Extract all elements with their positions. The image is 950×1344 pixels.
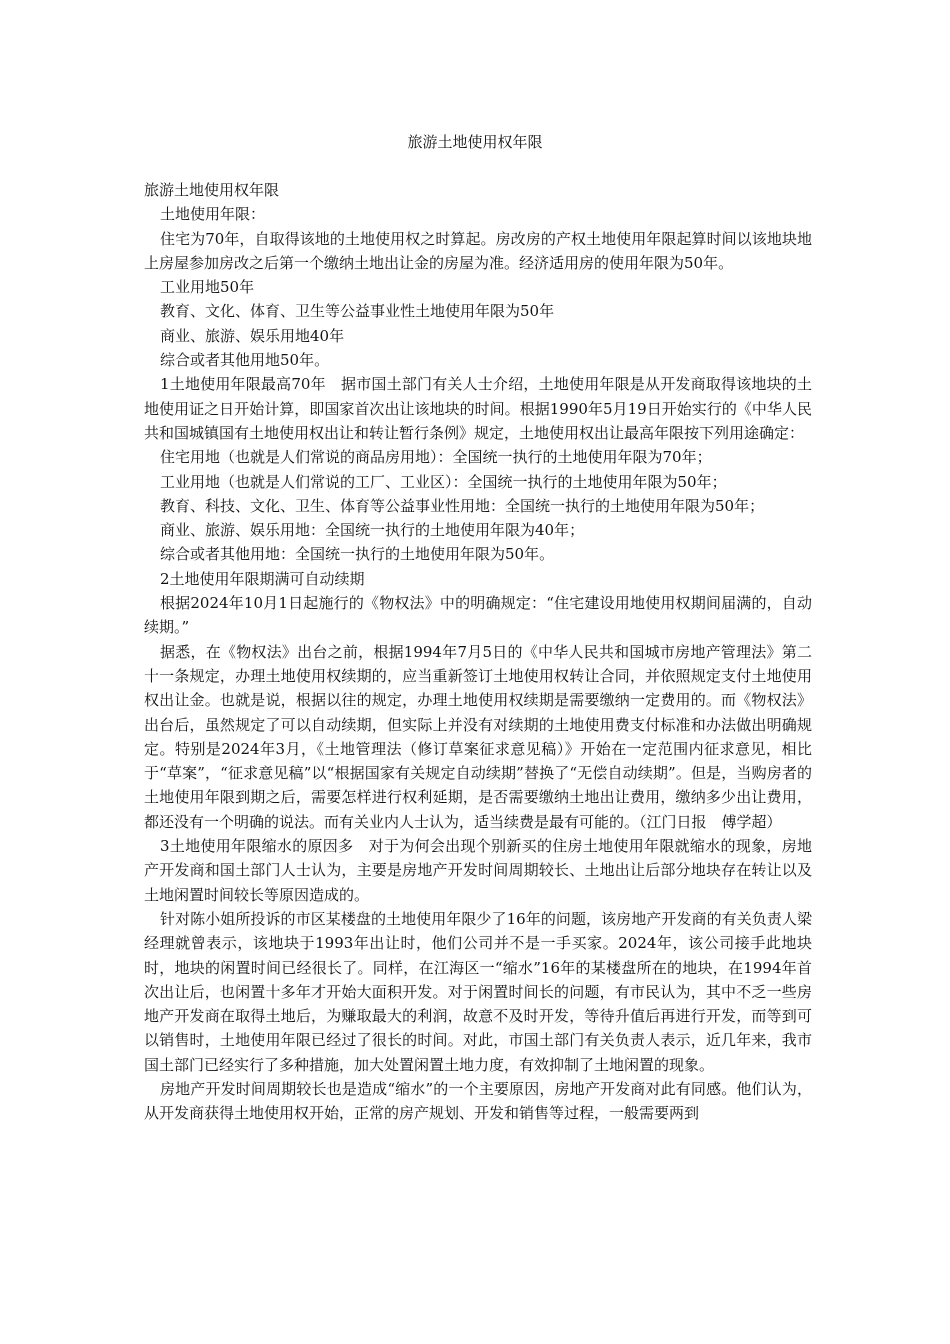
paragraph: 1土地使用年限最高70年 据市国土部门有关人士介绍，土地使用年限是从开发商取得该地块的土地使用证之日开始计算，即国家首次出让该地块的时间。根据1990年5月19日开始实行的《中华人民共和国城镇国有土地使用权出让和转让暂行条例》规定，土地使用权出让最高年限按下列用途确定： bbox=[144, 375, 812, 442]
paragraph: 工业用地（也就是人们常说的工厂、工业区）：全国统一执行的土地使用年限为50年； bbox=[160, 472, 727, 491]
paragraph: 旅游土地使用权年限 bbox=[144, 181, 280, 199]
document-title: 旅游土地使用权年限 bbox=[407, 133, 543, 151]
paragraph: 根据2024年10月1日起施行的《物权法》中的明确规定：“住宅建设用地使用权期间届满的，自动续期。” bbox=[144, 594, 812, 637]
paragraph: 房地产开发时间周期较长也是造成“缩水”的一个主要原因，房地产开发商对此有同感。他们认为，从开发商获得土地使用权开始，正常的房产规划、开发和销售等过程，一般需要两到 bbox=[144, 1079, 812, 1123]
paragraph: 土地使用年限： bbox=[160, 205, 266, 224]
document-body bbox=[144, 178, 812, 1126]
paragraph: 住宅为70年，自取得该地的土地使用权之时算起。房改房的产权土地使用年限起算时间以该地块地上房屋参加房改之后第一个缴纳土地出让金的房屋为准。经济适用房的使用年限为50年。 bbox=[144, 229, 812, 272]
paragraph: 教育、文化、体育、卫生等公益事业性土地使用年限为50年 bbox=[160, 302, 555, 321]
paragraph: 2土地使用年限期满可自动续期 bbox=[160, 569, 365, 588]
paragraph: 商业、旅游、娱乐用地40年 bbox=[160, 326, 345, 345]
paragraph: 教育、科技、文化、卫生、体育等公益事业性用地：全国统一执行的土地使用年限为50年； bbox=[160, 496, 765, 515]
paragraph: 综合或者其他用地：全国统一执行的土地使用年限为50年。 bbox=[160, 545, 555, 564]
paragraph: 据悉，在《物权法》出台之前，根据1994年7月5日的《中华人民共和国城市房地产管理法》第二十一条规定，办理土地使用权续期的，应当重新签订土地使用权转让合同，并依照规定支付土地使用权出让金。也就是说，根据以往的规定，办理土地使用权续期是需要缴纳一定费用的。而《物权法》出台后，虽然规定了可以自动续期，但实际上并没有对续期的土地使用费支付标准和办法做出明确规定。特别是2024年3月，《土地管理法（修订草案征求意见稿）》开始在一定范围内征求意见，相比于“草案”，“征求意见稿”以“根据国家有关规定自动续期”替换了“无偿自动续期”。但是，当购房者的土地使用年限到期之后，需要怎样进行权利延期，是否需要缴纳土地出让费用，缴纳多少出让费用，都还没有一个明确的说法。而有关业内人士认为，适当续费是最有可能的。（江门日报 傅学超） bbox=[144, 642, 812, 831]
paragraph: 综合或者其他用地50年。 bbox=[160, 351, 330, 370]
paragraph: 工业用地50年 bbox=[160, 278, 255, 297]
paragraph: 商业、旅游、娱乐用地：全国统一执行的土地使用年限为40年； bbox=[160, 521, 585, 540]
paragraph: 针对陈小姐所投诉的市区某楼盘的土地使用年限少了16年的问题，该房地产开发商的有关负责人梁经理就曾表示，该地块于1993年出让时，他们公司并不是一手买家。2024年，该公司接手此地块时，地块的闲置时间已经很长了。同样，在江海区一“缩水”16年的某楼盘所在的地块，在1994年首次出让后，也闲置十多年才开始大面积开发。对于闲置时间长的问题，有市民认为，其中不乏一些房地产开发商在取得土地后，为赚取最大的利润，故意不及时开发，等待升值后再进行开发，而等到可以销售时，土地使用年限已经过了很长的时间。对此，市国土部门有关负责人表示，近几年来，我市国土部门已经实行了多种措施，加大处置闲置土地力度，有效抑制了土地闲置的现象。 bbox=[144, 909, 812, 1074]
paragraph: 住宅用地（也就是人们常说的商品房用地）：全国统一执行的土地使用年限为70年； bbox=[160, 448, 712, 467]
paragraph: 3土地使用年限缩水的原因多 对于为何会出现个别新买的住房土地使用年限就缩水的现象，房地产开发商和国土部门人士认为，主要是房地产开发时间周期较长、土地出让后部分地块存在转让以及土地闲置时间较长等原因造成的。 bbox=[144, 837, 812, 904]
